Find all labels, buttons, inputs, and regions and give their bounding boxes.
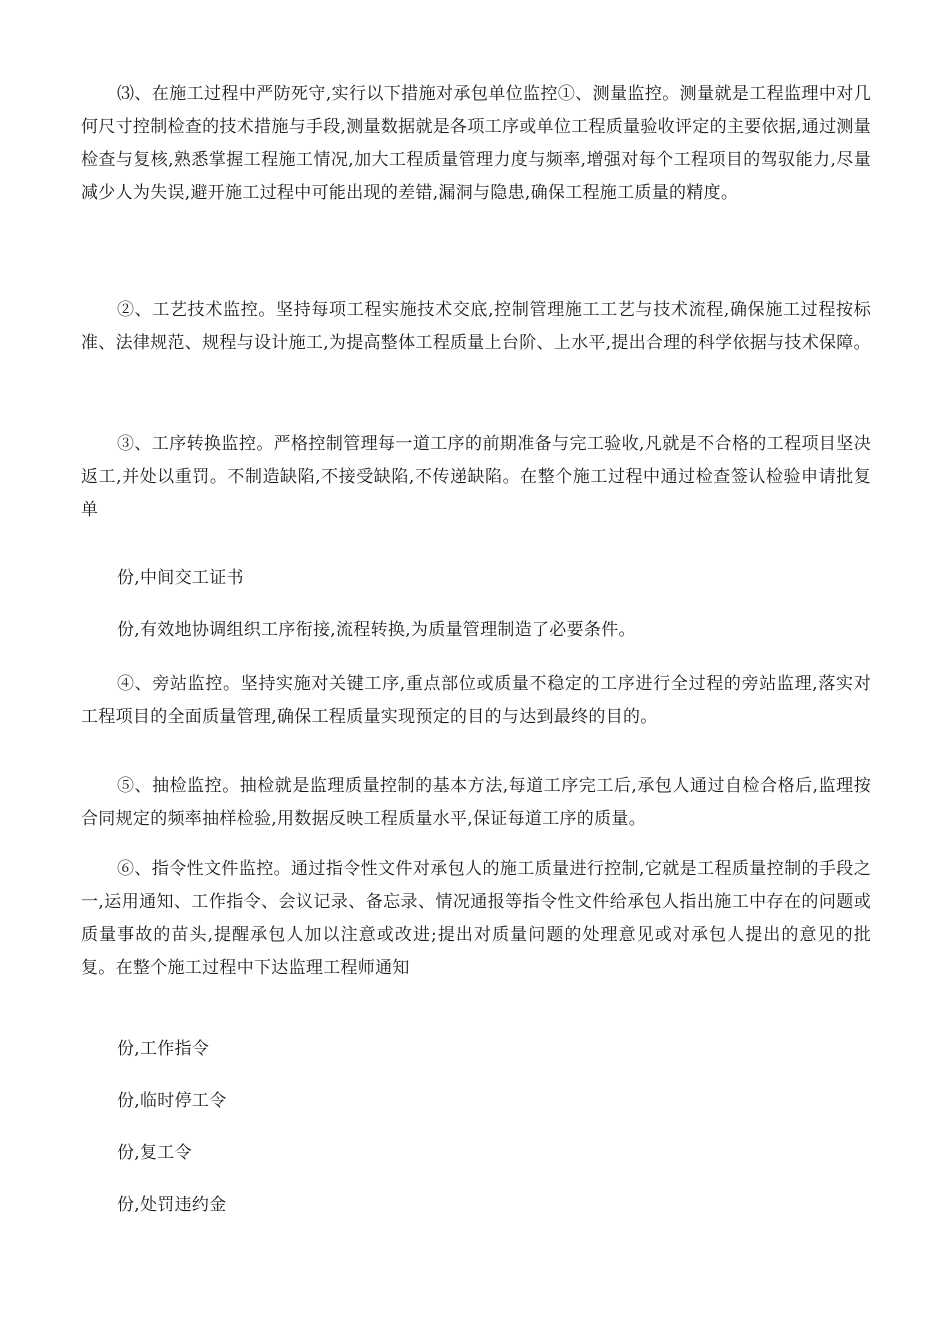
paragraph-measurement-control: ⑶、在施工过程中严防死守,实行以下措施对承包单位监控①、测量监控。测量就是工程监理中对几何尺寸控制检查的技术措施与手段,测量数据就是各项工序或单位工程质量验收评定的主要依据,通过测量检查与复核,熟悉掌握工程施工情况,加大工程质量管理力度与频率,增强对每个工程项目的驾驭能力,尽量减少人为失误,避开施工过程中可能出现的差错,漏洞与隐患,确保工程施工质量的精度。: [81, 84, 871, 203]
paragraph-temporary-stop-order: 份,临时停工令: [117, 1091, 227, 1111]
paragraph-side-station-control: ④、旁站监控。坚持实施对关键工序,重点部位或质量不稳定的工序进行全过程的旁站监理,落实对工程项目的全面质量管理,确保工程质量实现预定的目的与达到最终的目的。: [81, 674, 871, 727]
paragraph-procedure-transition-control: ③、工序转换监控。严格控制管理每一道工序的前期准备与完工验收,凡就是不合格的工程项目坚决返工,并处以重罚。不制造缺陷,不接受缺陷,不传递缺陷。在整个施工过程中通过检查签认检验申请批复单: [81, 434, 871, 520]
paragraph-work-order: 份,工作指令: [117, 1039, 210, 1059]
paragraph-directive-document-control: ⑥、指令性文件监控。通过指令性文件对承包人的施工质量进行控制,它就是工程质量控制的手段之一,运用通知、工作指令、会议记录、备忘录、情况通报等指令性文件给承包人指出施工中存在的问题或质量事故的苗头,提醒承包人加以注意或改进;提出对质量问题的处理意见或对承包人提出的意见的批复。在整个施工过程中下达监理工程师通知: [81, 859, 871, 978]
paragraph-coordination: 份,有效地协调组织工序衔接,流程转换,为质量管理制造了必要条件。: [117, 620, 636, 640]
paragraph-resume-order: 份,复工令: [117, 1143, 192, 1163]
paragraph-handover-certificate: 份,中间交工证书: [117, 568, 244, 588]
paragraph-sampling-control: ⑤、抽检监控。抽检就是监理质量控制的基本方法,每道工序完工后,承包人通过自检合格后,监理按合同规定的频率抽样检验,用数据反映工程质量水平,保证每道工序的质量。: [81, 776, 871, 829]
paragraph-process-technology-control: ②、工艺技术监控。坚持每项工程实施技术交底,控制管理施工工艺与技术流程,确保施工过程按标准、法律规范、规程与设计施工,为提高整体工程质量上台阶、上水平,提出合理的科学依据与技术保障。: [81, 300, 871, 353]
paragraph-penalty: 份,处罚违约金: [117, 1195, 227, 1215]
